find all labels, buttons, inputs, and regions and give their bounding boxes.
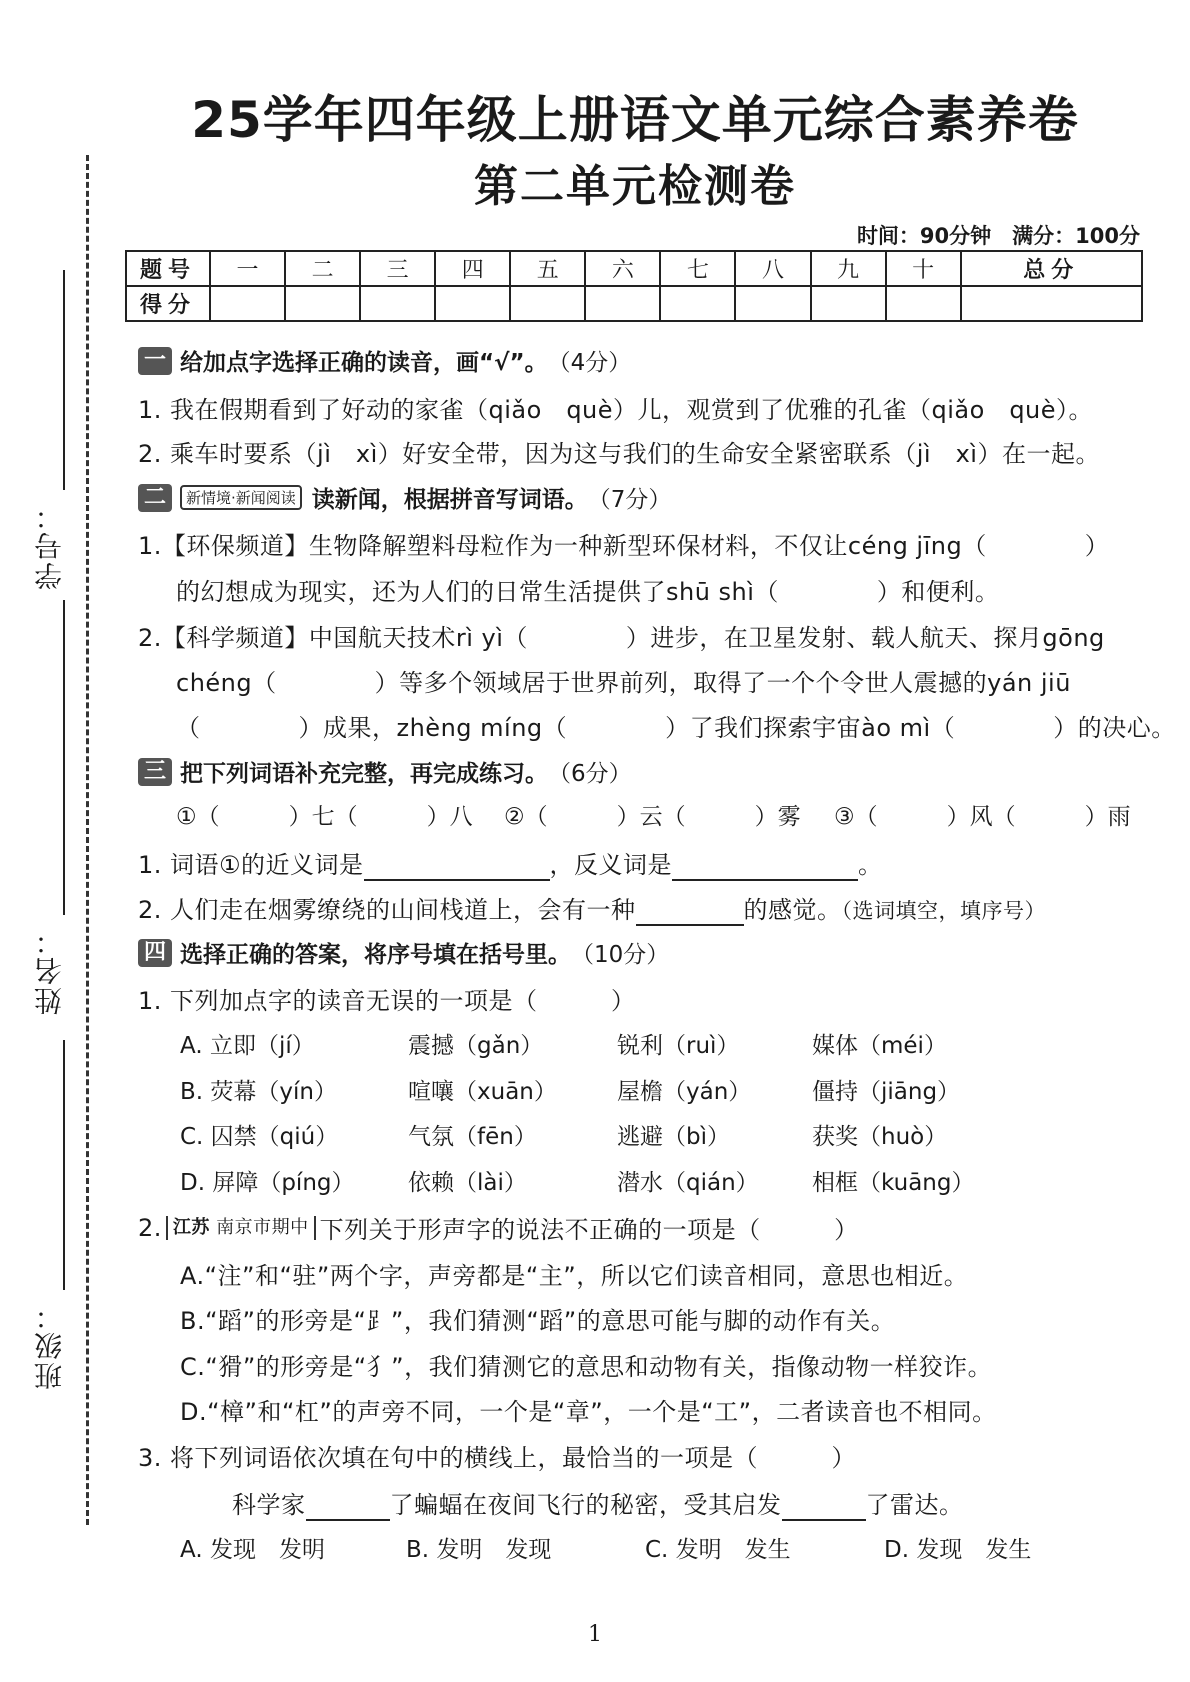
option-3-c: C. 发明 发生 — [645, 1537, 791, 1563]
class-line — [63, 1040, 65, 1290]
table-row-header: 得分 — [126, 286, 210, 321]
option-2-d: D.“樟”和“杠”的声旁不同，一个是“章”，一个是“工”，二者读音也不相同。 — [180, 1398, 997, 1426]
question-2-line-4: chéng（ ）等多个领域居于世界前列，取得了一个个令世人震撼的yán jiū — [176, 669, 1071, 697]
question-4-2 — [138, 1210, 859, 1245]
question-3-1-text-b: ，反义词是 — [549, 851, 673, 879]
page-number: 1 — [588, 1622, 602, 1647]
table-column-header: 四 — [435, 251, 510, 286]
option-3-d: D. 发现 发生 — [884, 1537, 1032, 1563]
question-4-1: 1. 下列加点字的读音无误的一项是（ ） — [138, 987, 636, 1015]
question-1-2: 2. 乘车时要系（jì xì）好安全带，因为这与我们的生命安全紧密联系（jì xì）在一起。 — [138, 440, 1100, 468]
option-b-4: 僵持（jiāng） — [812, 1079, 961, 1105]
question-4-3-sentence — [232, 1485, 964, 1521]
question-3-2-text-a: 2. 人们走在烟雾缭绕的山间栈道上，会有一种 — [138, 896, 636, 924]
section-2-badge: 二 — [138, 484, 172, 512]
exam-subtitle: 第二单元检测卷 — [474, 161, 796, 212]
table-column-header: 五 — [510, 251, 585, 286]
section-2-points: （7分） — [587, 487, 672, 513]
binding-dashed-line — [86, 155, 89, 1525]
question-2-line-3: 2.【科学频道】中国航天技术rì yì（ ）进步，在卫星发射、载人航天、探月gōng — [138, 624, 1105, 652]
section-2-heading — [138, 481, 671, 514]
option-c-3: 逃避（bì） — [617, 1124, 730, 1150]
score-cell[interactable] — [811, 286, 886, 321]
question-3-2-note: （选词填空，填序号） — [841, 899, 1047, 923]
score-cell[interactable] — [360, 286, 435, 321]
option-b-1: B. 荧幕（yín） — [180, 1079, 337, 1105]
question-3-2 — [138, 890, 1046, 926]
question-3-1-text-c: 。 — [858, 851, 883, 879]
option-d-3: 潜水（qián） — [617, 1170, 759, 1196]
option-d-1: D. 屏障（píng） — [180, 1170, 355, 1196]
score-cell[interactable] — [210, 286, 285, 321]
section-1-title: 给加点字选择正确的读音，画“√”。 — [180, 350, 548, 376]
answer-blank[interactable] — [672, 851, 858, 881]
option-d-2: 依赖（lài） — [408, 1170, 527, 1196]
option-b-2: 喧嚷（xuān） — [408, 1079, 557, 1105]
question-source-tag — [166, 1216, 316, 1240]
table-column-header: 一 — [210, 251, 285, 286]
option-a-1: A. 立即（jí） — [180, 1033, 315, 1059]
score-table-header-row — [126, 251, 1142, 286]
question-3-1-text-a: 1. 词语①的近义词是 — [138, 851, 364, 879]
section-3-title: 把下列词语补充完整，再完成练习。 — [180, 761, 548, 787]
table-row-header: 题号 — [126, 251, 210, 286]
exam-title: 25学年四年级上册语文单元综合素养卷 — [191, 91, 1079, 149]
question-source-exam: 南京市期中 — [216, 1216, 309, 1238]
question-2-line-1: 1.【环保频道】生物降解塑料母粒作为一种新型环保材料，不仅让céng jīng（ ） — [138, 532, 1110, 560]
time-info: 时间：90分钟 满分：100分 — [856, 224, 1140, 248]
section-4-badge: 四 — [138, 939, 172, 967]
section-4-heading — [138, 936, 669, 969]
score-cell[interactable] — [285, 286, 360, 321]
idiom-2: ②（ ）云（ ）雾 — [504, 804, 801, 830]
question-4-2-number: 2. — [138, 1213, 162, 1242]
question-1-1: 1. 我在假期看到了好动的家雀（qiǎo què）儿，观赏到了优雅的孔雀（qiǎo què）。 — [138, 396, 1094, 424]
score-cell[interactable] — [735, 286, 810, 321]
table-column-header: 九 — [811, 251, 886, 286]
option-a-2: 震撼（gǎn） — [408, 1033, 544, 1059]
section-1-heading — [138, 344, 631, 377]
question-3-1 — [138, 845, 883, 881]
sentence-part-1: 科学家 — [232, 1491, 306, 1519]
table-column-header: 六 — [585, 251, 660, 286]
score-cell[interactable] — [961, 286, 1142, 321]
option-c-4: 获奖（huò） — [812, 1124, 948, 1150]
score-cell[interactable] — [510, 286, 585, 321]
class-label: 班级： — [33, 1300, 66, 1390]
option-a-3: 锐利（ruì） — [617, 1033, 740, 1059]
name-line — [63, 600, 65, 915]
question-4-2-text: 下列关于形声字的说法不正确的一项是（ ） — [319, 1216, 859, 1244]
section-1-points: （4分） — [547, 350, 632, 376]
question-source-province: 江苏 — [172, 1216, 210, 1238]
answer-blank[interactable] — [364, 851, 550, 881]
table-column-header: 八 — [735, 251, 810, 286]
table-column-header: 二 — [285, 251, 360, 286]
score-cell[interactable] — [585, 286, 660, 321]
table-column-header: 十 — [886, 251, 961, 286]
name-label: 姓名： — [33, 925, 66, 1015]
section-1-badge: 一 — [138, 347, 172, 375]
question-2-line-2: 的幻想成为现实，还为人们的日常生活提供了shū shì（ ）和便利。 — [176, 578, 1000, 606]
option-2-a: A.“注”和“驻”两个字，声旁都是“主”，所以它们读音相同，意思也相近。 — [180, 1262, 969, 1290]
option-3-a: A. 发现 发明 — [180, 1537, 325, 1563]
answer-blank — [306, 1491, 390, 1521]
option-b-3: 屋檐（yán） — [617, 1079, 752, 1105]
score-cell[interactable] — [660, 286, 735, 321]
score-table-score-row — [126, 286, 1142, 321]
score-table — [125, 250, 1143, 322]
sentence-part-2: 了蝙蝠在夜间飞行的秘密，受其启发 — [389, 1491, 782, 1519]
option-2-c: C.“猾”的形旁是“犭”，我们猜测它的意思和动物有关，指像动物一样狡诈。 — [180, 1353, 993, 1381]
student-no-line — [63, 270, 65, 490]
option-2-b: B.“蹈”的形旁是“⻊”，我们猜测“蹈”的意思可能与脚的动作有关。 — [180, 1307, 896, 1335]
option-c-2: 气氛（fēn） — [408, 1124, 537, 1150]
answer-blank[interactable] — [636, 896, 744, 926]
option-d-4: 相框（kuāng） — [812, 1170, 975, 1196]
section-2-title: 读新闻，根据拼音写词语。 — [311, 487, 588, 513]
table-column-header: 三 — [360, 251, 435, 286]
section-2-tag: 新情境·新闻阅读 — [180, 485, 302, 510]
idiom-1: ①（ ）七（ ）八 — [176, 804, 473, 830]
score-cell[interactable] — [435, 286, 510, 321]
option-3-b: B. 发明 发现 — [406, 1537, 552, 1563]
section-4-points: （10分） — [571, 942, 670, 968]
sentence-part-3: 了雷达。 — [865, 1491, 964, 1519]
table-column-header: 总分 — [961, 251, 1142, 286]
answer-blank — [782, 1491, 866, 1521]
section-4-title: 选择正确的答案，将序号填在括号里。 — [180, 942, 571, 968]
question-3-2-text-b: 的感觉。 — [743, 896, 842, 924]
student-no-label: 学号： — [33, 500, 66, 590]
option-c-1: C. 囚禁（qiú） — [180, 1124, 339, 1150]
option-a-4: 媒体（méi） — [812, 1033, 947, 1059]
score-cell[interactable] — [886, 286, 961, 321]
table-column-header: 七 — [660, 251, 735, 286]
section-3-badge: 三 — [138, 758, 172, 786]
question-2-line-5: （ ）成果，zhèng míng（ ）了我们探索宇宙ào mì（ ）的决心。 — [176, 714, 1176, 742]
question-4-3: 3. 将下列词语依次填在句中的横线上，最恰当的一项是（ ） — [138, 1444, 857, 1472]
section-3-heading — [138, 755, 632, 788]
idiom-3: ③（ ）风（ ）雨 — [834, 804, 1131, 830]
section-3-points: （6分） — [548, 761, 632, 787]
